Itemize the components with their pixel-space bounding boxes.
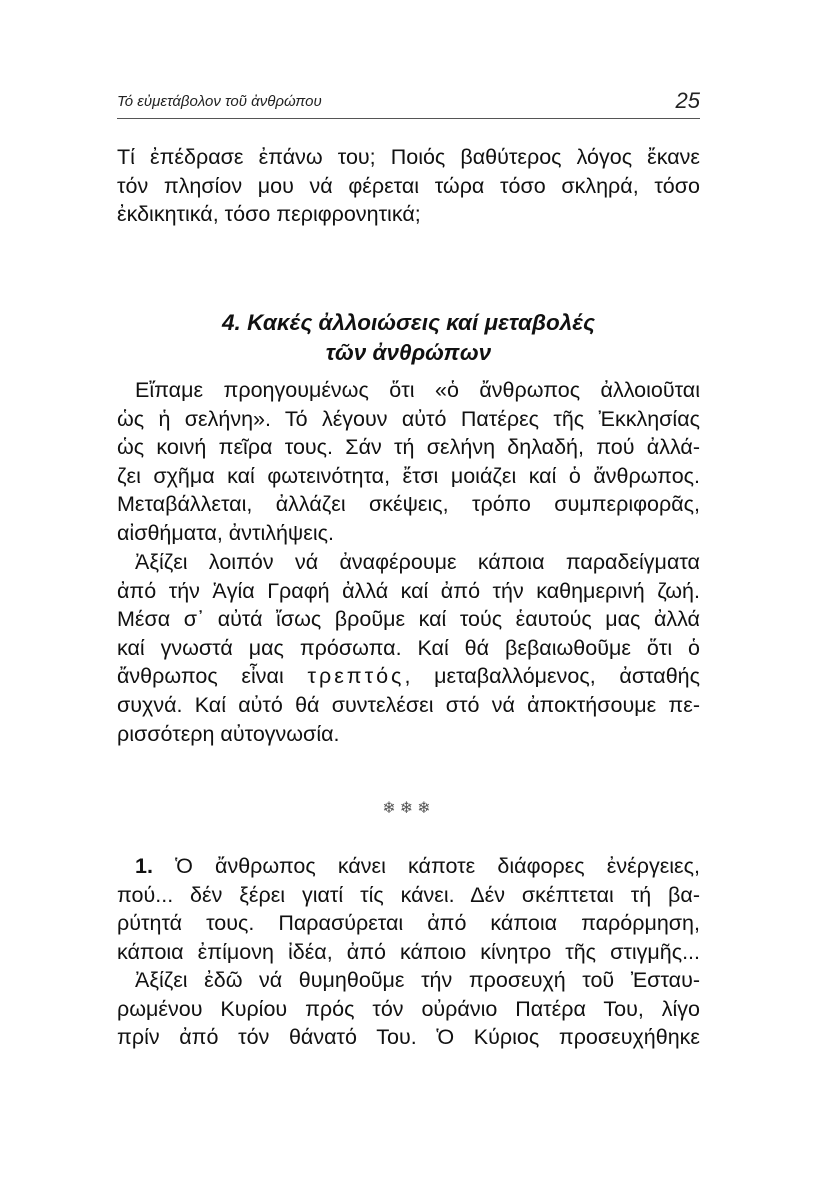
intro-paragraph [117, 143, 700, 229]
text-line [117, 852, 700, 881]
text-line: Μεταβάλλεται, ἀλλάζει σκέψεις, τρόπο συμπεριφορᾶς, [117, 492, 700, 517]
text-line: κάποια ἐπίμονη ἰδέα, ἀπό κάποιο κίνητρο τῆς στιγμῆς... [117, 939, 700, 964]
text-line: ρύτητά τους. Παρασύρεται ἀπό κάποια παρόρμηση, [117, 911, 700, 936]
text-segment: ἄνθρωπος εἶναι [117, 664, 284, 689]
text-line: πού... δέν ξέρει γιατί τίς κάνει. Δέν σκέπτεται τή βα- [117, 882, 700, 907]
item-1 [117, 852, 700, 966]
running-title: Τό εὐμετάβολον τοῦ ἀνθρώπου [117, 93, 322, 110]
text-line: Ἀξίζει λοιπόν νά ἀναφέρουμε κάποια παραδείγματα [135, 550, 700, 574]
text-line: Ἀξίζει ἐδῶ νά θυμηθοῦμε τήν προσευχή τοῦ Ἐσταυ- [135, 968, 700, 992]
text-line: ὡς ἡ σελήνη». Τό λέγουν αὐτό Πατέρες τῆς Ἐκκλησίας [117, 406, 700, 431]
text-segment: Ὁ ἄνθρωπος κάνει κάποτε διάφορες ἐνέργειες, [175, 854, 700, 878]
page-number: 25 [675, 88, 700, 113]
text-line: συχνά. Καί αὐτό θά συντελέσει στό νά ἀποκτήσουμε πε- [117, 692, 700, 717]
section-separator: ❄❄❄ [382, 798, 435, 817]
emphasized-word: τρεπτός [307, 664, 405, 689]
text-line: τόν πλησίον μου νά φέρεται τώρα τόσο σκληρά, τόσο [117, 173, 700, 198]
item-number: 1. [135, 854, 153, 878]
text-line: πρίν ἀπό τόν θάνατό Του. Ὁ Κύριος προσευχήθηκε [117, 1025, 700, 1050]
text-line: Μέσα σ᾽ αὐτά ἴσως βροῦμε καί τούς ἑαυτούς μας ἀλλά [117, 607, 700, 632]
text-line: Εἴπαμε προηγουμένως ὅτι «ὁ ἄνθρωπος ἀλλοιοῦται [135, 378, 700, 402]
paragraph-2 [117, 548, 700, 748]
text-line: ἀπό τήν Ἁγία Γραφή ἀλλά καί ἀπό τήν καθημερινή ζωή. [117, 578, 700, 603]
text-line: ρισσότερη αὐτογνωσία. [117, 721, 340, 746]
text-line: ρωμένου Κυρίου πρός τόν οὐράνιο Πατέρα Του, λίγο [117, 996, 700, 1021]
text-line: Τί ἐπέδρασε ἐπάνω του; Ποιός βαθύτερος λόγος ἔκανε [117, 145, 700, 169]
running-head [117, 90, 700, 119]
text-line: ἐκδικητικά, τόσο περιφρονητικά; [117, 202, 421, 227]
text-line: ὡς κοινή πεῖρα τους. Σάν τή σελήνη δηλαδή, πού ἀλλά- [117, 435, 700, 460]
section-heading [117, 308, 700, 368]
text-line: καί γνωστά μας πρόσωπα. Καί θά βεβαιωθοῦμε ὅτι ὁ [117, 635, 700, 660]
text-line: ζει σχῆμα καί φωτεινότητα, ἔτσι μοιάζει καί ὁ ἄνθρωπος. [117, 463, 700, 488]
text-segment: , μεταβαλλόμενος, ἀσταθής [404, 664, 700, 689]
text-line [117, 662, 700, 691]
section-heading-line: 4. Κακές ἀλλοιώσεις καί μεταβολές [222, 310, 595, 335]
paragraph-3 [117, 966, 700, 1052]
text-line: αἰσθήματα, ἀντιλήψεις. [117, 520, 334, 545]
paragraph-1 [117, 376, 700, 548]
section-heading-line: τῶν ἀνθρώπων [325, 340, 492, 365]
